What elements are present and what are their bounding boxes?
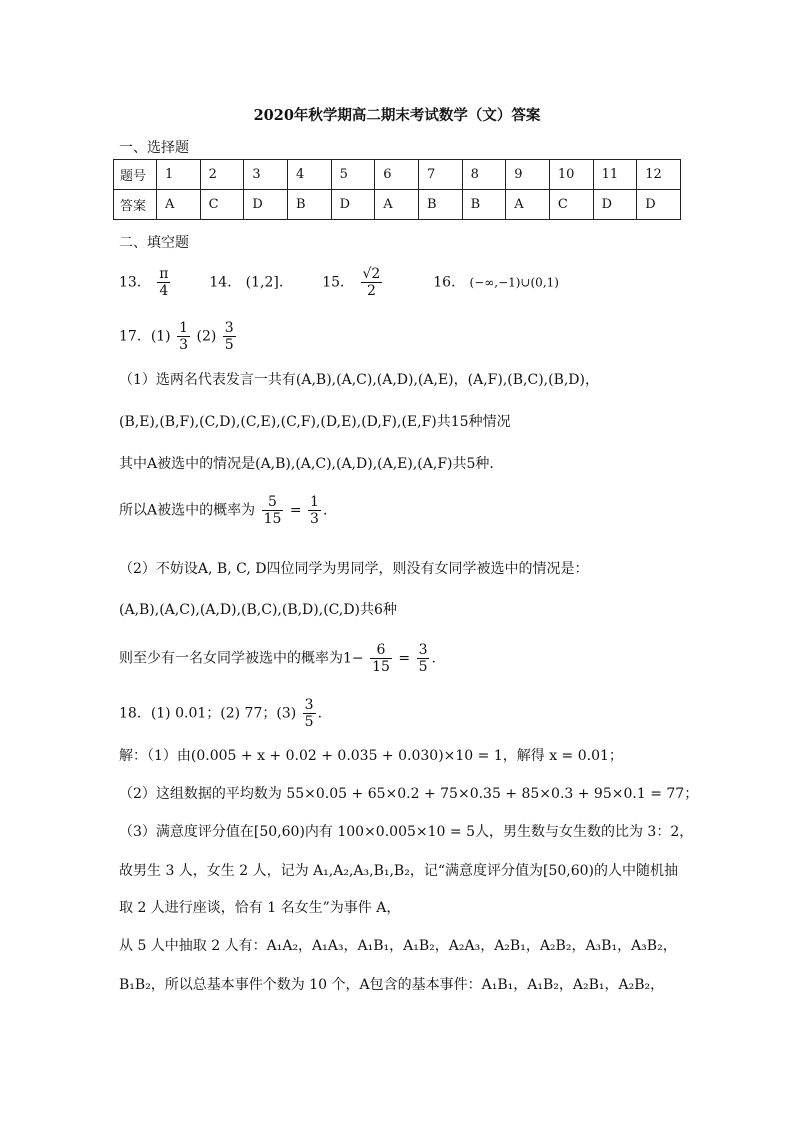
- q17-a2-denominator: 5: [224, 337, 234, 354]
- denominator: 5: [418, 659, 428, 676]
- q18-line-1: 解：（1）由(0.005 + x + 0.02 + 0.035 + 0.030)×10 = 1，解得 x = 0.01；: [119, 748, 623, 764]
- table-cell: 11: [593, 160, 637, 190]
- table-cell: 7: [418, 160, 462, 190]
- q14-label: 14．: [209, 274, 242, 291]
- q17-a2-label: (2): [196, 328, 217, 345]
- page-title: 2020年秋学期高二期末考试数学（文）答案: [253, 107, 541, 124]
- q17-line-7: [119, 642, 436, 675]
- table-cell: B: [462, 190, 506, 220]
- q16-label: 16．: [433, 274, 466, 291]
- q18-line-7: B₁B₂，所以总基本事件个数为 10 个，A包含的基本事件：A₁B₁，A₁B₂，A₂B₁，A₂B₂，: [119, 977, 665, 993]
- q17-a1-numerator: 1: [179, 320, 189, 336]
- table-cell: B: [287, 190, 331, 220]
- row-label: 题号: [114, 160, 157, 190]
- q17-a2-fraction: [223, 320, 236, 353]
- numerator: 6: [370, 642, 392, 659]
- numerator: 3: [304, 697, 314, 713]
- q13-label: 13．: [119, 274, 151, 291]
- q17-line-7-fraction-1: [370, 642, 392, 675]
- table-cell: C: [549, 190, 593, 220]
- table-cell: 6: [375, 160, 419, 190]
- q15-denominator: 2: [366, 283, 376, 300]
- q17-line-3: 其中A被选中的情况是(A,B),(A,C),(A,D),(A,E),(A,F)共5种.: [119, 456, 494, 472]
- numerator: 5: [262, 494, 284, 511]
- table-cell: 3: [244, 160, 288, 190]
- equals-sign: =: [398, 650, 411, 667]
- q17-line-7-fraction-2: [417, 642, 430, 675]
- q18-line-5: 取 2 人进行座谈，恰有 1 名女生”为事件 A，: [119, 900, 401, 916]
- q17-line-6: (A,B),(A,C),(A,D),(B,C),(B,D),(C,D)共6种: [119, 602, 397, 618]
- answer-table: [113, 159, 681, 220]
- q17-line-1: （1）选两名代表发言一共有(A,B),(A,C),(A,D),(A,E)，(A,F),(B,C),(B,D)，: [119, 372, 599, 388]
- table-cell: D: [637, 190, 681, 220]
- q14-period: .: [278, 274, 284, 291]
- period: .: [431, 650, 436, 667]
- table-cell: 8: [462, 160, 506, 190]
- table-cell: 4: [287, 160, 331, 190]
- q18-line-6: 从 5 人中抽取 2 人有：A₁A₂，A₁A₃，A₁B₁，A₁B₂，A₂A₃，A₂B₁，A₂B₂，A₃B₁，A₃B₂，: [119, 938, 677, 954]
- row-label: 答案: [114, 190, 157, 220]
- q17-a1-fraction: [177, 320, 190, 353]
- equals-sign: =: [289, 502, 302, 519]
- table-cell: B: [418, 190, 462, 220]
- q18-heading: [119, 697, 322, 730]
- period: .: [317, 705, 323, 722]
- table-cell: 10: [549, 160, 593, 190]
- q17-a1-denominator: 3: [179, 337, 189, 354]
- q18-line-2: （2）这组数据的平均数为 55×0.05 + 65×0.2 + 75×0.35 + 85×0.3 + 95×0.1 = 77；: [119, 786, 699, 802]
- section-fill-heading: 二、填空题: [119, 235, 189, 251]
- q14-value: (1,2]: [245, 274, 279, 291]
- q15-numerator: √2: [362, 266, 381, 282]
- q13-fraction: [157, 266, 170, 299]
- denominator: 5: [304, 714, 314, 731]
- q17-heading: [119, 320, 238, 353]
- table-row-answers: [114, 190, 681, 220]
- q16-value: (−∞,−1)∪(0,1): [469, 275, 559, 290]
- table-row-numbers: [114, 160, 681, 190]
- section-choice-heading: 一、选择题: [119, 140, 189, 156]
- denominator: 3: [310, 511, 319, 528]
- q18-head-text: 18．(1) 0.01；(2) 77；(3): [119, 705, 297, 722]
- table-cell: 12: [637, 160, 681, 190]
- table-cell: A: [375, 190, 419, 220]
- denominator: 15: [372, 659, 390, 676]
- q17-line-5: （2）不妨设A, B, C, D四位同学为男同学，则没有女同学被选中的情况是：: [119, 561, 589, 577]
- q17-line-2: (B,E),(B,F),(C,D),(C,E),(C,F),(D,E),(D,F),(E,F)共15种情况: [119, 414, 511, 430]
- table-cell: D: [244, 190, 288, 220]
- q17-line-4-fraction-1: [262, 494, 284, 527]
- q15-label: 15．: [322, 274, 355, 291]
- q13-numerator: π: [159, 266, 169, 282]
- q17-a2-numerator: 3: [224, 320, 234, 336]
- table-cell: 1: [157, 160, 201, 190]
- table-cell: D: [331, 190, 375, 220]
- q17-line-7-text: 则至少有一名女同学被选中的概率为1−: [119, 650, 364, 667]
- numerator: 3: [418, 642, 428, 658]
- q18-line-3: （3）满意度评分值在[50,60)内有 100×0.005×10 = 5人，男生数与女生数的比为 3：2，: [119, 824, 694, 840]
- q17-line-4: [119, 494, 327, 527]
- table-cell: D: [593, 190, 637, 220]
- table-cell: A: [506, 190, 550, 220]
- q17-line-4-fraction-2: [308, 494, 321, 527]
- q18-head-fraction: [303, 697, 316, 730]
- numerator: 1: [310, 494, 319, 510]
- q17-line-4-text: 所以A被选中的概率为: [119, 502, 256, 519]
- q18-line-4: 故男生 3 人，女生 2 人，记为 A₁,A₂,A₃,B₁,B₂，记“满意度评分值为[50,60)的人中随机抽: [119, 863, 678, 879]
- period: .: [322, 502, 328, 519]
- table-cell: C: [200, 190, 244, 220]
- table-cell: 5: [331, 160, 375, 190]
- q15-fraction: [361, 266, 383, 299]
- q17-label: 17．(1): [119, 328, 171, 345]
- q13-denominator: 4: [159, 283, 169, 300]
- denominator: 15: [263, 511, 282, 528]
- table-cell: 9: [506, 160, 550, 190]
- table-cell: A: [157, 190, 201, 220]
- fill-answers-row: [119, 266, 559, 299]
- table-cell: 2: [200, 160, 244, 190]
